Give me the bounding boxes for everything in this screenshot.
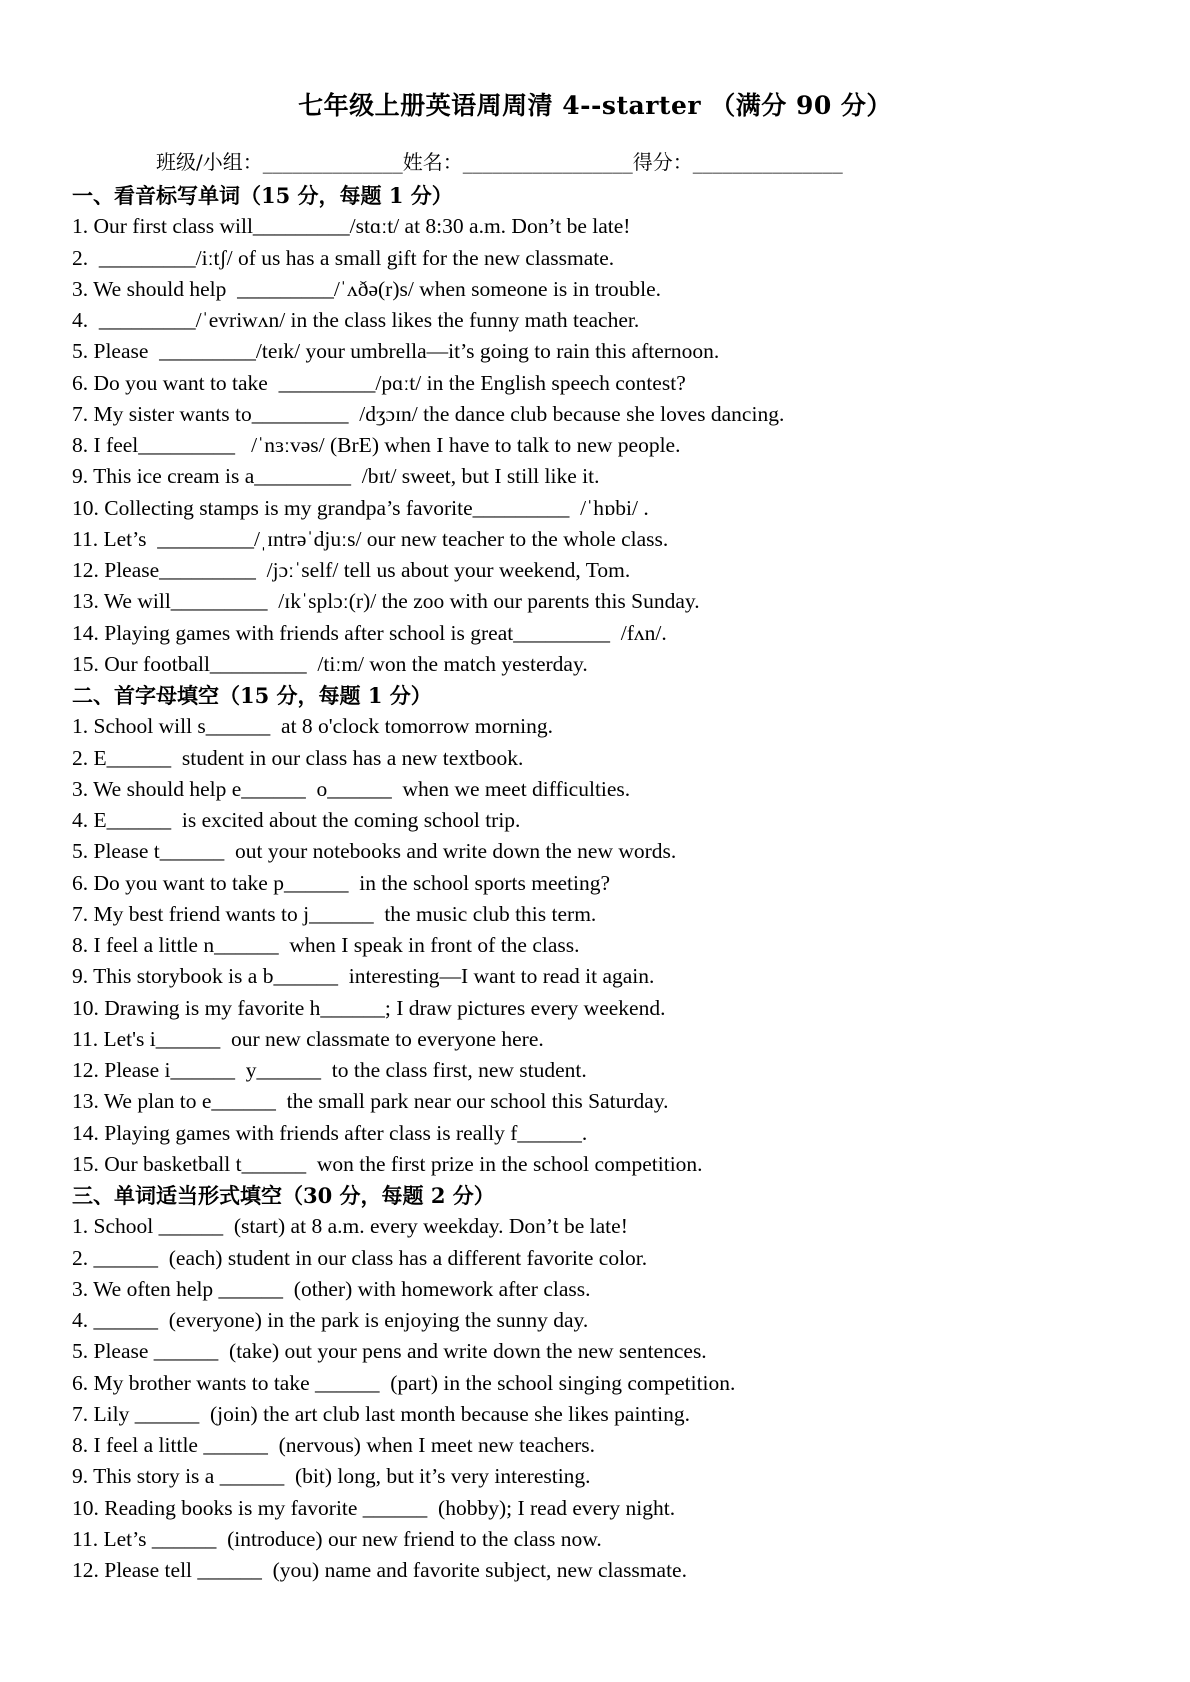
student-info-row: [156, 146, 843, 175]
section-initial-letters: [72, 680, 1132, 1180]
question-item: 2. _________/iːtʃ/ of us has a small gift for the new classmate.: [72, 245, 615, 270]
question-item: 3. We should help _________/ˈʌðə(r)s/ when someone is in trouble.: [72, 276, 662, 301]
question-item: 7. My best friend wants to j______ the music club this term.: [72, 901, 597, 926]
question-item: 4. _________/ˈevriwʌn/ in the class likes the funny math teacher.: [72, 308, 640, 332]
question-item: 2. E______ student in our class has a new textbook.: [72, 745, 524, 770]
question-item: 14. Playing games with friends after class is really f______.: [72, 1120, 588, 1145]
question-item: 11. Let's i______ our new classmate to everyone here.: [72, 1026, 544, 1051]
question-item: 12. Please tell ______ (you) name and favorite subject, new classmate.: [72, 1558, 687, 1582]
question-item: 5. Please _________/teɪk/ your umbrella—it’s going to rain this afternoon.: [72, 339, 720, 364]
question-item: 2. ______ (each) student in our class has a different favorite color.: [72, 1245, 648, 1270]
question-item: 8. I feel a little ______ (nervous) when I meet new teachers.: [72, 1433, 595, 1457]
question-item: 3. We often help ______ (other) with homework after class.: [72, 1276, 591, 1301]
section-phonetics: [72, 180, 1132, 680]
question-item: 7. Lily ______ (join) the art club last month because she likes painting.: [72, 1401, 690, 1426]
question-item: 13. We plan to e______ the small park near our school this Saturday.: [72, 1089, 669, 1114]
section-title: 一、看音标写单词（15 分，每题 1 分）: [72, 183, 453, 208]
question-item: 11. Let’s _________/ˌɪntrəˈdjuːs/ our new teacher to the whole class.: [72, 526, 669, 551]
name-field[interactable]: 姓名：_________________: [402, 150, 633, 174]
page-title: 七年级上册英语周周清 4--starter （满分 90 分）: [298, 91, 892, 120]
question-item: 10. Collecting stamps is my grandpa’s favorite_________ /ˈhɒbi/ .: [72, 495, 649, 520]
question-item: 9. This story is a ______ (bit) long, but it’s very interesting.: [72, 1464, 591, 1489]
question-item: 5. Please t______ out your notebooks and write down the new words.: [72, 839, 677, 864]
question-item: 6. My brother wants to take ______ (part) in the school singing competition.: [72, 1370, 736, 1395]
question-item: 10. Drawing is my favorite h______; I draw pictures every weekend.: [72, 995, 666, 1020]
question-item: 12. Please i______ y______ to the class first, new student.: [72, 1058, 587, 1082]
question-item: 15. Our football_________ /tiːm/ won the match yesterday.: [72, 651, 588, 676]
question-item: 1. School ______ (start) at 8 a.m. every weekday. Don’t be late!: [72, 1214, 628, 1239]
question-item: 15. Our basketball t______ won the first prize in the school competition.: [72, 1151, 703, 1176]
worksheet-content: [72, 180, 1132, 1586]
class-group-field[interactable]: 班级/小组：______________: [156, 150, 403, 174]
section-title: 二、首字母填空（15 分，每题 1 分）: [72, 683, 432, 708]
question-item: 1. Our first class will_________/stɑːt/ at 8:30 a.m. Don’t be late!: [72, 214, 631, 239]
question-item: 4. E______ is excited about the coming school trip.: [72, 808, 521, 832]
question-item: 7. My sister wants to_________ /dʒɔɪn/ the dance club because she loves dancing.: [72, 401, 785, 426]
question-item: 11. Let’s ______ (introduce) our new friend to the class now.: [72, 1526, 602, 1551]
question-item: 13. We will_________ /ɪkˈsplɔː(r)/ the zoo with our parents this Sunday.: [72, 589, 700, 614]
question-item: 3. We should help e______ o______ when we meet difficulties.: [72, 776, 631, 801]
question-item: 1. School will s______ at 8 o'clock tomorrow morning.: [72, 714, 554, 739]
section-word-forms: [72, 1180, 1132, 1586]
question-item: 12. Please_________ /jɔːˈself/ tell us about your weekend, Tom.: [72, 558, 631, 582]
question-item: 4. ______ (everyone) in the park is enjoying the sunny day.: [72, 1308, 589, 1332]
question-item: 6. Do you want to take _________/pɑːt/ in the English speech contest?: [72, 370, 686, 395]
question-item: 9. This ice cream is a_________ /bɪt/ sweet, but I still like it.: [72, 464, 600, 489]
question-item: 6. Do you want to take p______ in the school sports meeting?: [72, 870, 611, 895]
question-item: 8. I feel_________ /ˈnɜːvəs/ (BrE) when I have to talk to new people.: [72, 433, 681, 457]
question-item: 14. Playing games with friends after school is great_________ /fʌn/.: [72, 620, 667, 645]
score-field[interactable]: 得分：_______________: [632, 150, 843, 174]
question-item: 8. I feel a little n______ when I speak in front of the class.: [72, 933, 580, 957]
section-title: 三、单词适当形式填空（30 分，每题 2 分）: [72, 1183, 495, 1208]
question-item: 5. Please ______ (take) out your pens and write down the new sentences.: [72, 1339, 707, 1364]
question-item: 9. This storybook is a b______ interesting—I want to read it again.: [72, 964, 655, 989]
question-item: 10. Reading books is my favorite ______ (hobby); I read every night.: [72, 1495, 676, 1520]
